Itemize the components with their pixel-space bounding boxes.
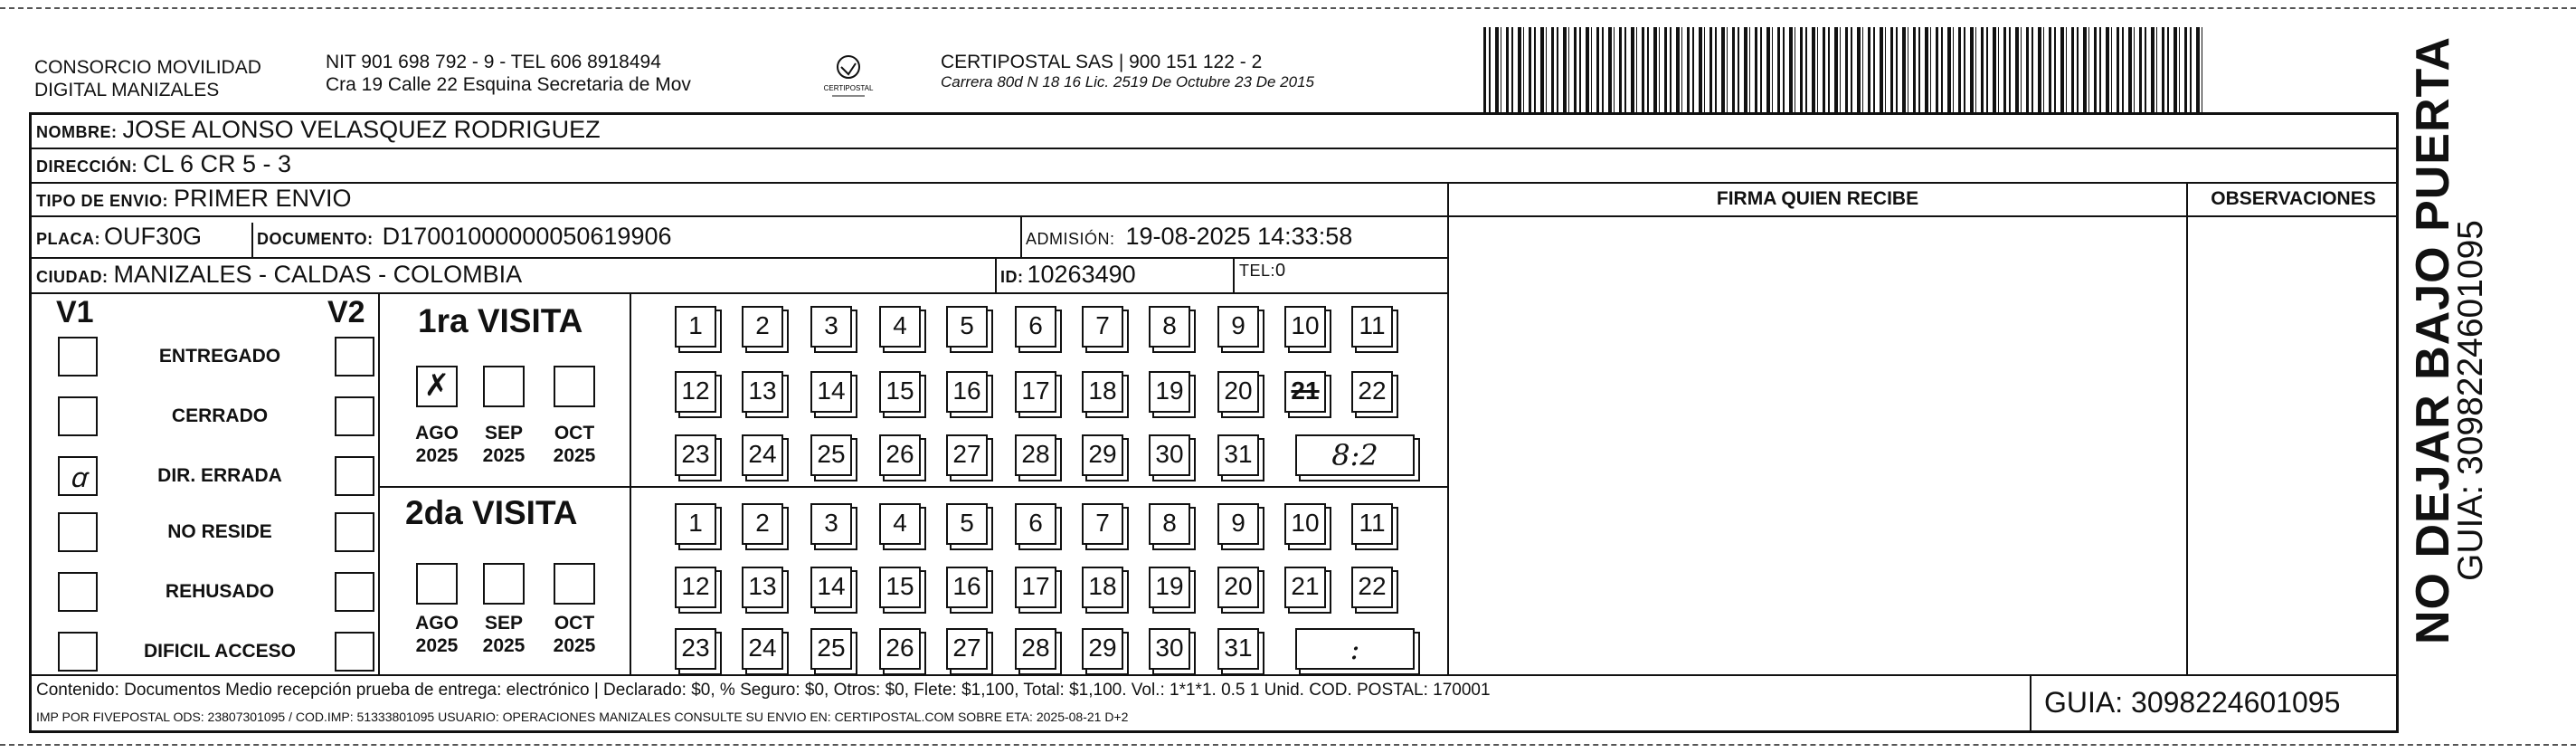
first-visit-time[interactable]: 8:2 bbox=[1295, 434, 1415, 476]
month-year: 2025 bbox=[482, 445, 526, 466]
second-visit-day-24[interactable]: 24 bbox=[742, 628, 783, 670]
tel-label: TEL: bbox=[1239, 262, 1276, 280]
first-visit-day-5[interactable]: 5 bbox=[946, 306, 988, 348]
company-name: CONSORCIO MOVILIDAD DIGITAL MANIZALES bbox=[34, 57, 261, 100]
first-visit-day-13[interactable]: 13 bbox=[742, 371, 783, 413]
first-visit-day-24[interactable]: 24 bbox=[742, 434, 783, 476]
second-visit-day-29[interactable]: 29 bbox=[1082, 628, 1123, 670]
side-warning: NO DEJAR BAJO PUERTA bbox=[2407, 35, 2459, 644]
second-visit-day-13[interactable]: 13 bbox=[742, 567, 783, 608]
first-visit-day-23[interactable]: 23 bbox=[675, 434, 716, 476]
first-visit-day-25[interactable]: 25 bbox=[810, 434, 852, 476]
v2-checkbox[interactable] bbox=[335, 396, 374, 436]
first-visit-day-11[interactable]: 11 bbox=[1351, 306, 1393, 348]
first-visit-day-18[interactable]: 18 bbox=[1082, 371, 1123, 413]
first-visit-day-31[interactable]: 31 bbox=[1217, 434, 1259, 476]
first-visit-day-3[interactable]: 3 bbox=[810, 306, 852, 348]
second-visit-title: 2da VISITA bbox=[405, 494, 578, 531]
nombre-label: NOMBRE: bbox=[36, 123, 118, 141]
tipo-row bbox=[36, 185, 352, 213]
month-label bbox=[405, 612, 469, 657]
month-name: SEP bbox=[484, 423, 524, 443]
first-visit-day-27[interactable]: 27 bbox=[946, 434, 988, 476]
second-visit-day-19[interactable]: 19 bbox=[1149, 567, 1190, 608]
first-visit-day-2[interactable]: 2 bbox=[742, 306, 783, 348]
status-label: NO RESIDE bbox=[167, 521, 272, 542]
ciudad-row bbox=[36, 261, 522, 289]
month-checkbox[interactable] bbox=[416, 563, 458, 605]
v1-checkbox[interactable] bbox=[58, 572, 98, 612]
second-visit-day-30[interactable]: 30 bbox=[1149, 628, 1190, 670]
second-visit-day-11[interactable]: 11 bbox=[1351, 503, 1393, 545]
direccion-label: DIRECCIÓN: bbox=[36, 157, 137, 176]
month-name: OCT bbox=[554, 423, 595, 443]
first-visit-day-26[interactable]: 26 bbox=[879, 434, 921, 476]
placa-value: OUF30G bbox=[104, 223, 203, 250]
v1-checkbox[interactable] bbox=[58, 632, 98, 672]
second-visit-day-9[interactable]: 9 bbox=[1217, 503, 1259, 545]
v2-checkbox[interactable] bbox=[335, 572, 374, 612]
second-visit-day-23[interactable]: 23 bbox=[675, 628, 716, 670]
month-checkbox[interactable] bbox=[554, 563, 595, 605]
tipo-label: TIPO DE ENVIO: bbox=[36, 192, 169, 210]
direccion-row bbox=[36, 150, 291, 178]
second-visit-day-4[interactable]: 4 bbox=[879, 503, 921, 545]
month-label bbox=[543, 422, 606, 467]
barcode bbox=[1483, 27, 2207, 114]
month-name: AGO bbox=[415, 423, 459, 443]
first-visit-day-19[interactable]: 19 bbox=[1149, 371, 1190, 413]
second-visit-day-15[interactable]: 15 bbox=[879, 567, 921, 608]
company-contact: NIT 901 698 792 - 9 - TEL 606 8918494 Cra 19 Calle 22 Esquina Secretaria de Mov bbox=[326, 52, 691, 95]
second-visit-day-12[interactable]: 12 bbox=[675, 567, 716, 608]
first-visit-day-10[interactable]: 10 bbox=[1284, 306, 1326, 348]
month-label bbox=[405, 422, 469, 467]
second-visit-day-1[interactable]: 1 bbox=[675, 503, 716, 545]
admision-row bbox=[1026, 223, 1352, 251]
second-visit-day-20[interactable]: 20 bbox=[1217, 567, 1259, 608]
tipo-value: PRIMER ENVIO bbox=[174, 185, 352, 212]
v1-checkbox[interactable] bbox=[58, 337, 98, 376]
month-year: 2025 bbox=[553, 635, 596, 656]
certipostal-logo bbox=[821, 51, 876, 101]
bottom-edge bbox=[0, 744, 2576, 748]
first-visit-day-29[interactable]: 29 bbox=[1082, 434, 1123, 476]
first-visit-day-8[interactable]: 8 bbox=[1149, 306, 1190, 348]
v2-checkbox[interactable] bbox=[335, 632, 374, 672]
documento-value: D17001000000050619906 bbox=[382, 223, 672, 250]
first-visit-day-6[interactable]: 6 bbox=[1015, 306, 1056, 348]
second-visit-day-28[interactable]: 28 bbox=[1015, 628, 1056, 670]
month-year: 2025 bbox=[553, 445, 596, 466]
second-visit-day-7[interactable]: 7 bbox=[1082, 503, 1123, 545]
month-year: 2025 bbox=[415, 445, 459, 466]
carrier-info: CERTIPOSTAL SAS | 900 151 122 - 2 Carrera 80d N 18 16 Lic. 2519 De Octubre 23 De 2015 bbox=[941, 52, 1314, 91]
second-visit-day-22[interactable]: 22 bbox=[1351, 567, 1393, 608]
tel-value: 0 bbox=[1275, 261, 1286, 281]
month-name: AGO bbox=[415, 613, 459, 634]
first-visit-day-7[interactable]: 7 bbox=[1082, 306, 1123, 348]
month-checkbox[interactable]: ✗ bbox=[416, 366, 458, 407]
second-visit-day-18[interactable]: 18 bbox=[1082, 567, 1123, 608]
status-label: CERRADO bbox=[171, 405, 269, 426]
v2-checkbox[interactable] bbox=[335, 512, 374, 552]
month-year: 2025 bbox=[482, 635, 526, 656]
first-visit-day-14[interactable]: 14 bbox=[810, 371, 852, 413]
first-visit-day-30[interactable]: 30 bbox=[1149, 434, 1190, 476]
direccion-value: CL 6 CR 5 - 3 bbox=[143, 150, 292, 177]
observaciones-header: OBSERVACIONES bbox=[2211, 188, 2376, 209]
first-visit-day-4[interactable]: 4 bbox=[879, 306, 921, 348]
month-label bbox=[543, 612, 606, 657]
id-label: ID: bbox=[1000, 268, 1024, 286]
first-visit-day-1[interactable]: 1 bbox=[675, 306, 716, 348]
month-checkbox[interactable] bbox=[483, 563, 525, 605]
v2-header: V2 bbox=[327, 295, 365, 329]
first-visit-day-9[interactable]: 9 bbox=[1217, 306, 1259, 348]
id-row bbox=[1000, 261, 1136, 289]
second-visit-day-17[interactable]: 17 bbox=[1015, 567, 1056, 608]
top-edge bbox=[0, 7, 2576, 11]
month-label bbox=[472, 612, 535, 657]
month-checkbox[interactable] bbox=[554, 366, 595, 407]
id-value: 10263490 bbox=[1027, 261, 1136, 288]
status-label: DIR. ERRADA bbox=[157, 465, 282, 486]
second-visit-day-31[interactable]: 31 bbox=[1217, 628, 1259, 670]
footer-print-info: IMP POR FIVEPOSTAL ODS: 23807301095 / COD.IMP: 51333801095 USUARIO: OPERACIONES MANIZALES CONSULTE SU ENVIO EN: CERTIPOSTAL.COM SOBRE ETA: 2025-08-21 D+2 bbox=[36, 710, 1129, 724]
first-visit-title: 1ra VISITA bbox=[418, 302, 583, 339]
second-visit-day-25[interactable]: 25 bbox=[810, 628, 852, 670]
first-visit-day-16[interactable]: 16 bbox=[946, 371, 988, 413]
first-visit-day-20[interactable]: 20 bbox=[1217, 371, 1259, 413]
first-visit-day-12[interactable]: 12 bbox=[675, 371, 716, 413]
status-label: ENTREGADO bbox=[158, 346, 281, 367]
second-visit-day-27[interactable]: 27 bbox=[946, 628, 988, 670]
v1-checkbox[interactable] bbox=[58, 512, 98, 552]
second-visit-time[interactable]: : bbox=[1295, 628, 1415, 670]
first-visit-day-17[interactable]: 17 bbox=[1015, 371, 1056, 413]
second-visit-day-5[interactable]: 5 bbox=[946, 503, 988, 545]
second-visit-day-26[interactable]: 26 bbox=[879, 628, 921, 670]
v1-checkbox[interactable] bbox=[58, 396, 98, 436]
nombre-row bbox=[36, 116, 601, 144]
v2-checkbox[interactable] bbox=[335, 456, 374, 496]
documento-row bbox=[257, 223, 672, 251]
ciudad-label: CIUDAD: bbox=[36, 268, 109, 286]
v2-checkbox[interactable] bbox=[335, 337, 374, 376]
placa-label: PLACA: bbox=[36, 230, 100, 248]
status-label: DIFICIL ACCESO bbox=[143, 641, 296, 662]
second-visit-day-16[interactable]: 16 bbox=[946, 567, 988, 608]
first-visit-day-21[interactable]: 21 bbox=[1284, 371, 1326, 413]
footer-content: Contenido: Documentos Medio recepción prueba de entrega: electrónico | Declarado: $0, % Seguro: $0, Otros: $0, Flete: $1,100, Total: $1,100. Vol.: 1*1*1. 0.5 1 Unid. COD. POSTAL: 170001 bbox=[36, 681, 1491, 700]
second-visit-day-8[interactable]: 8 bbox=[1149, 503, 1190, 545]
ciudad-value: MANIZALES - CALDAS - COLOMBIA bbox=[113, 261, 523, 288]
status-label: REHUSADO bbox=[165, 581, 275, 602]
month-label bbox=[472, 422, 535, 467]
svg-text:CERTIPOSTAL: CERTIPOSTAL bbox=[823, 84, 874, 92]
placa-row bbox=[36, 223, 202, 251]
second-visit-day-21[interactable]: 21 bbox=[1284, 567, 1326, 608]
month-name: SEP bbox=[484, 613, 524, 634]
first-visit-day-15[interactable]: 15 bbox=[879, 371, 921, 413]
firma-header: FIRMA QUIEN RECIBE bbox=[1716, 188, 1919, 209]
month-year: 2025 bbox=[415, 635, 459, 656]
first-visit-day-28[interactable]: 28 bbox=[1015, 434, 1056, 476]
month-checkbox[interactable] bbox=[483, 366, 525, 407]
second-visit-day-2[interactable]: 2 bbox=[742, 503, 783, 545]
admision-value: 19-08-2025 14:33:58 bbox=[1125, 223, 1353, 250]
documento-label: DOCUMENTO: bbox=[257, 230, 374, 248]
admision-label: ADMISIÓN: bbox=[1026, 230, 1115, 248]
second-visit-day-14[interactable]: 14 bbox=[810, 567, 852, 608]
side-guia: GUIA: 3098224601095 bbox=[2451, 220, 2490, 581]
tel-row bbox=[1239, 261, 1285, 281]
second-visit-day-6[interactable]: 6 bbox=[1015, 503, 1056, 545]
v1-checkbox[interactable]: ꭤ bbox=[58, 456, 98, 496]
footer-guia: GUIA: 3098224601095 bbox=[2044, 686, 2341, 719]
month-name: OCT bbox=[554, 613, 595, 634]
nombre-value: JOSE ALONSO VELASQUEZ RODRIGUEZ bbox=[122, 116, 601, 143]
first-visit-day-22[interactable]: 22 bbox=[1351, 371, 1393, 413]
v1-header: V1 bbox=[56, 295, 94, 329]
second-visit-day-3[interactable]: 3 bbox=[810, 503, 852, 545]
second-visit-day-10[interactable]: 10 bbox=[1284, 503, 1326, 545]
